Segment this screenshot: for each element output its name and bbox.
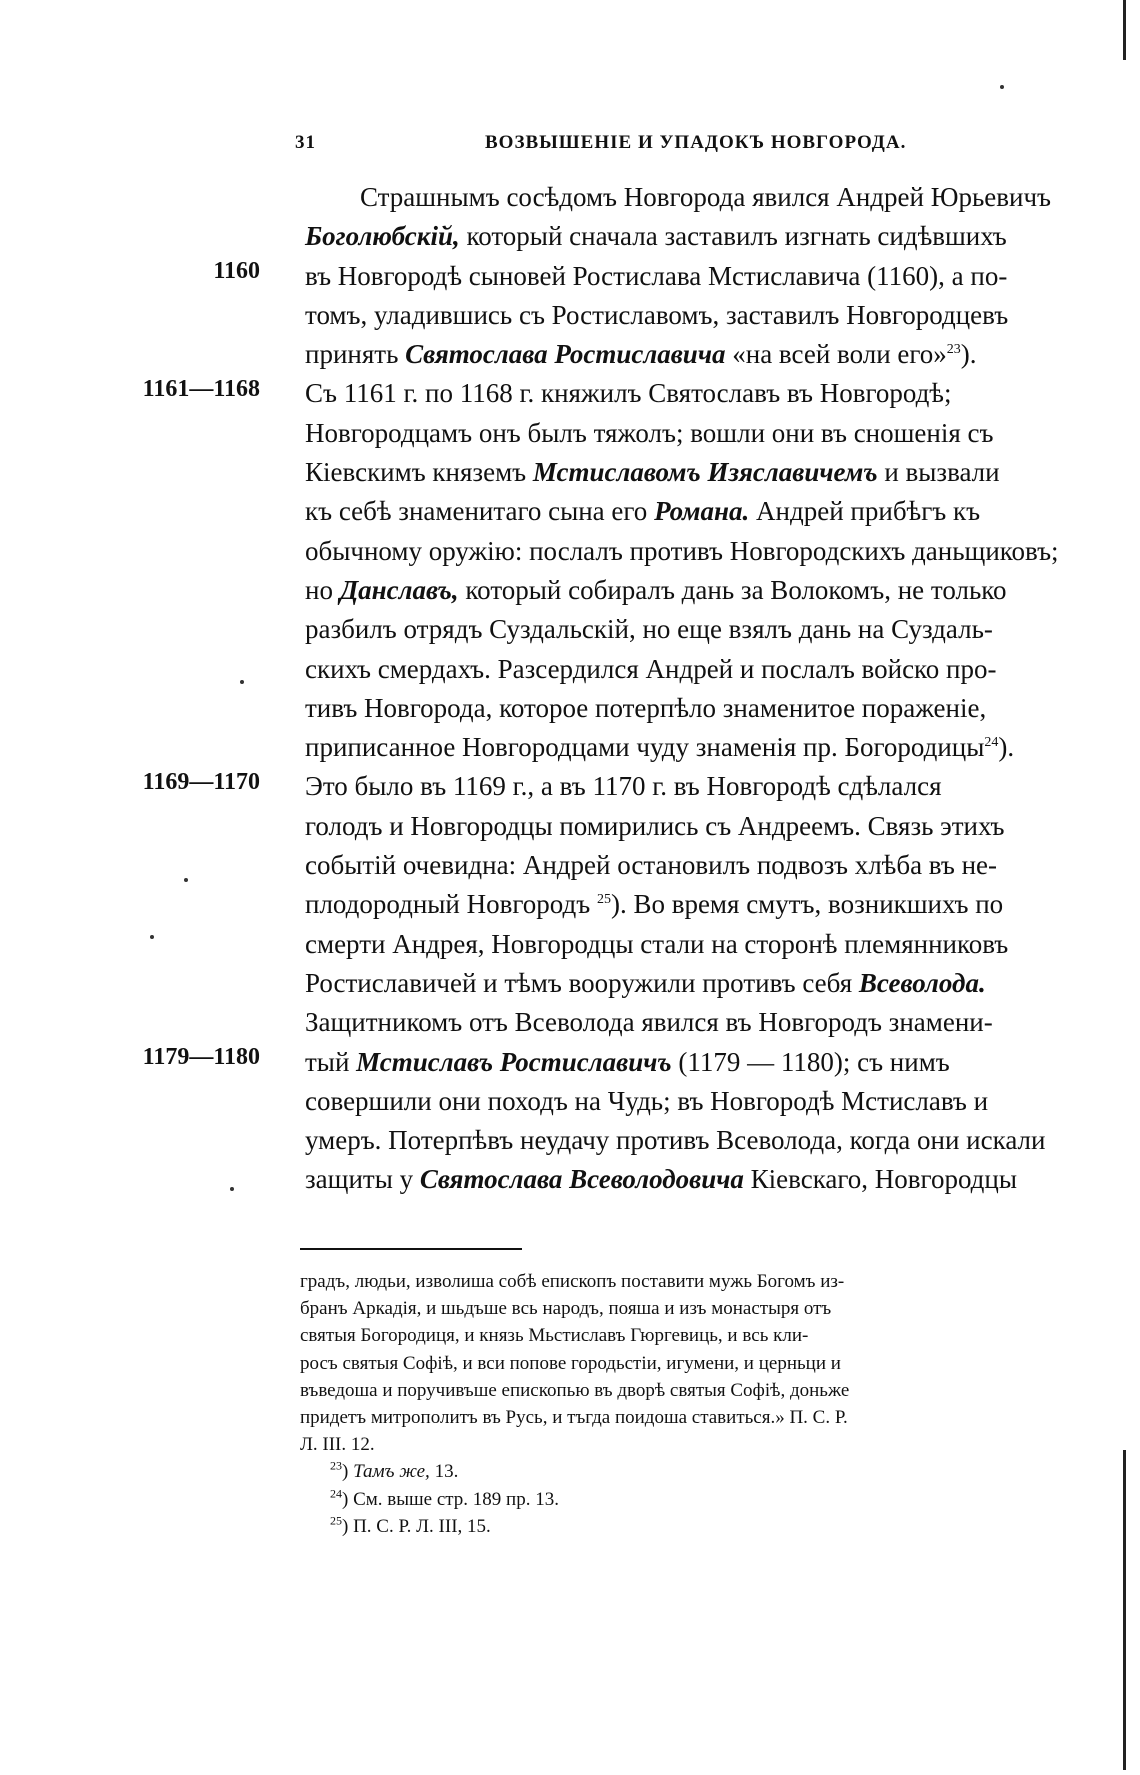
- footnote-line: [300, 1513, 1090, 1540]
- footnote-line: [300, 1486, 1090, 1513]
- text-run: тый: [305, 1046, 357, 1077]
- text-line: [305, 414, 1085, 453]
- speck: [230, 1187, 234, 1191]
- text-line: [305, 1003, 1085, 1042]
- italic-name: Мстиславомъ Изяславичемъ: [532, 457, 878, 488]
- main-text: [305, 178, 1085, 1200]
- text-run: въ Новгородѣ сыновей Ростислава Мстиславича (1160), а по-: [305, 260, 1008, 291]
- text-run: скихъ смердахъ. Разсердился Андрей и послалъ войско про-: [305, 653, 997, 684]
- text-line: [305, 217, 1085, 256]
- text-run: томъ, уладившись съ Ростиславомъ, заставилъ Новгородцевъ: [305, 299, 1009, 330]
- footnote-line: [300, 1350, 1090, 1377]
- text-line: [305, 178, 1085, 217]
- text-line: [305, 689, 1085, 728]
- text-run: Ростиславичей и тѣмъ вооружили противъ себя: [305, 967, 859, 998]
- footnotes: [300, 1268, 1090, 1540]
- speck: [1000, 85, 1004, 89]
- text-run: ). Во время смутъ, возникшихъ по: [610, 889, 1004, 920]
- italic-name: Данславъ,: [339, 574, 459, 605]
- page-number: 31: [295, 132, 316, 153]
- text-run: Новгородцамъ онъ былъ тяжолъ; вошли они въ сношенія съ: [305, 417, 994, 448]
- text-run: ): [342, 1461, 354, 1483]
- text-line: [305, 885, 1085, 924]
- page-edge-line: [1123, 0, 1126, 60]
- text-run: придетъ митрополитъ въ Русь, и тъгда поидоша ставиться.» П. С. Р.: [300, 1406, 848, 1428]
- text-run: Кіевскаго, Новгородцы: [743, 1164, 1018, 1195]
- running-header: [295, 128, 995, 162]
- text-line: [305, 1121, 1085, 1160]
- text-line: [305, 532, 1085, 571]
- footnote-ref: 24: [330, 1486, 342, 1501]
- text-run: Андрей прибѣгъ къ: [749, 496, 981, 527]
- footnote-line: [300, 1458, 1090, 1485]
- text-run: 13.: [429, 1461, 459, 1483]
- text-line: [305, 571, 1085, 610]
- text-line: [305, 728, 1085, 767]
- footnote-ref: 23: [330, 1458, 342, 1473]
- text-run: совершили они походъ на Чудь; въ Новгородѣ Мстиславъ и: [305, 1085, 989, 1116]
- margin-date: 1161—1168: [142, 376, 260, 402]
- text-run: принять: [305, 339, 406, 370]
- speck: [150, 935, 154, 939]
- text-line: [305, 846, 1085, 885]
- text-run: который сначала заставилъ изгнать сидѣвшихъ: [459, 221, 1007, 252]
- text-run: который собиралъ дань за Волокомъ, не только: [458, 574, 1007, 605]
- text-run: умеръ. Потерпѣвъ неудачу противъ Всеволода, когда они искали: [305, 1125, 1046, 1156]
- footnote-ref: 25: [330, 1513, 342, 1528]
- footnote-line: [300, 1431, 1090, 1458]
- text-line: [305, 767, 1085, 806]
- text-line: [305, 335, 1085, 374]
- text-line: [305, 650, 1085, 689]
- text-line: [305, 964, 1085, 1003]
- margin-date: 1160: [213, 258, 260, 284]
- text-run: (1179 — 1180); съ нимъ: [671, 1046, 950, 1077]
- text-run: Страшнымъ сосѣдомъ Новгорода явился Андрей Юрьевичъ: [360, 182, 1052, 212]
- text-run: и вызвали: [877, 457, 1000, 488]
- text-run: росъ святыя Софіѣ, и вси попове городьстіи, игумени, и церньци и: [300, 1352, 841, 1374]
- text-run: смерти Андрея, Новгородцы стали на сторонѣ племянниковъ: [305, 928, 1009, 959]
- italic-name: Всеволода.: [858, 967, 986, 998]
- italic-name: Боголюбскій,: [305, 221, 460, 252]
- footnote-line: [300, 1268, 1090, 1295]
- text-run: ) См. выше стр. 189 пр. 13.: [342, 1488, 559, 1510]
- italic-name: Святослава Всеволодовича: [419, 1164, 744, 1195]
- margin-date: 1169—1170: [142, 769, 260, 795]
- text-run: плодородный Новгородъ: [305, 889, 597, 920]
- text-line: [305, 1160, 1085, 1199]
- text-run: событій очевидна: Андрей остановилъ подвозъ хлѣба въ не-: [305, 850, 998, 881]
- text-run: Защитникомъ отъ Всеволода явился въ Новгородъ знамени-: [305, 1007, 993, 1038]
- page-edge-line: [1123, 1450, 1126, 1770]
- footnote-ref: 25: [596, 892, 611, 908]
- margin-date: 1179—1180: [142, 1044, 260, 1070]
- speck: [184, 878, 188, 882]
- text-run: Съ 1161 г. по 1168 г. княжилъ Святославъ въ Новгородѣ;: [305, 378, 952, 409]
- text-line: [305, 374, 1085, 413]
- italic-name: Святослава Ростиславича: [405, 339, 726, 370]
- text-run: Л. III. 12.: [300, 1434, 375, 1456]
- text-line: [305, 296, 1085, 335]
- text-run: приписанное Новгородцами чуду знаменія пр. Богородицы: [305, 732, 985, 763]
- text-run: Кіевскимъ княземъ: [305, 457, 533, 488]
- footnote-divider: [300, 1248, 522, 1250]
- text-line: [305, 610, 1085, 649]
- text-run: тивъ Новгорода, которое потерпѣло знаменитое пораженіе,: [305, 692, 987, 723]
- text-run: градъ, людьи, изволиша собѣ епископъ поставити мужь Богомъ из-: [300, 1271, 845, 1292]
- text-line: [305, 925, 1085, 964]
- text-run: «на всей воли его»: [725, 339, 947, 370]
- text-line: [305, 257, 1085, 296]
- footnote-ref: 24: [984, 735, 999, 751]
- italic-name: Мстиславъ Ростиславичъ: [356, 1046, 672, 1077]
- footnote-line: [300, 1377, 1090, 1404]
- text-run: святыя Богородиця, и князь Мьстиславъ Гюргевиць, и вcь кли-: [300, 1325, 809, 1347]
- text-line: [305, 492, 1085, 531]
- text-line: [305, 1082, 1085, 1121]
- footnote-ref: 23: [946, 342, 961, 358]
- text-run: но: [305, 574, 340, 605]
- text-run: разбилъ отрядъ Суздальскій, но еще взялъ дань на Суздаль-: [305, 614, 993, 645]
- text-run: защиты у: [305, 1164, 420, 1195]
- text-run: голодъ и Новгородцы помирились съ Андреемъ. Связь этихъ: [305, 810, 1005, 841]
- footnote-line: [300, 1404, 1090, 1431]
- text-run: обычному оружію: послалъ противъ Новгородскихъ даньщиковъ;: [305, 535, 1059, 566]
- speck: [240, 680, 244, 684]
- footnote-line: [300, 1322, 1090, 1349]
- text-run: ) П. С. Р. Л. III, 15.: [342, 1515, 491, 1537]
- running-title: ВОЗВЫШЕНІЕ И УПАДОКЪ НОВГОРОДА.: [485, 132, 907, 153]
- text-run: бранъ Аркадія, и шьдъше вcь народъ, пояша и изъ монастыря отъ: [300, 1298, 832, 1320]
- text-line: [305, 1043, 1085, 1082]
- text-line: [305, 807, 1085, 846]
- text-line: [305, 453, 1085, 492]
- text-run: Это было въ 1169 г., а въ 1170 г. въ Новгородѣ сдѣлался: [305, 771, 942, 802]
- footnote-line: [300, 1295, 1090, 1322]
- text-run: ).: [998, 732, 1015, 763]
- text-run: къ себѣ знаменитаго сына его: [305, 496, 655, 527]
- text-run: ).: [960, 339, 977, 370]
- italic-name: Романа.: [654, 496, 750, 527]
- italic-name: Тамъ же,: [353, 1461, 430, 1483]
- text-run: въведоша и поручивъше епископью въ дворѣ святыя Софіѣ, доньже: [300, 1379, 850, 1401]
